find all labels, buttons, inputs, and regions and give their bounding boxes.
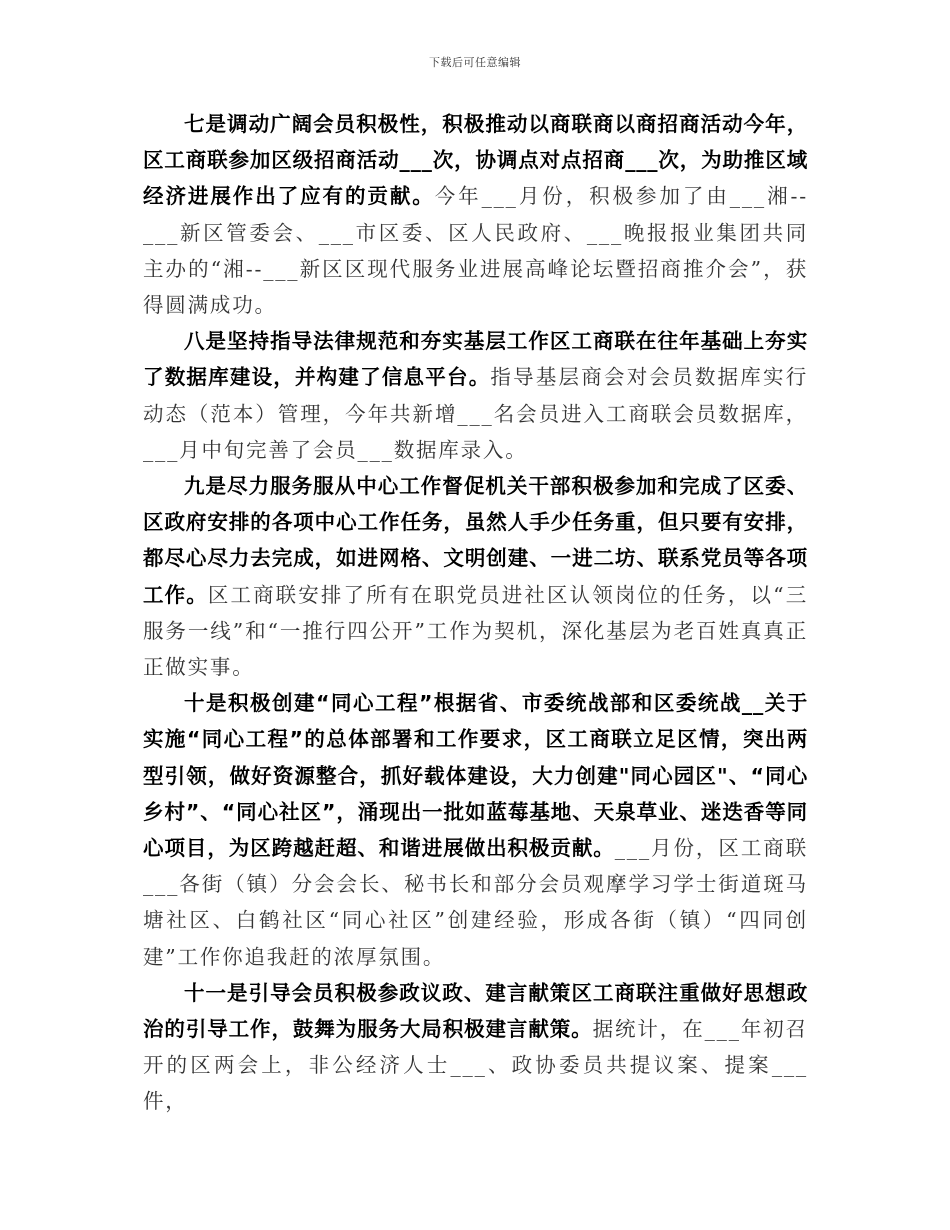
paragraph-8: [143, 323, 808, 468]
paragraph-8-body: 指导基层商会对会员数据库实行动态（范本）管理，今年共新增___名会员进入工商联会员数据库，___月中旬完善了会员___数据库录入。: [143, 365, 808, 462]
paragraph-9-lead: 九是尽力服务服从中心工作督促机关干部积极参加和完成了区委、区政府安排的各项中心工作任务，虽然人手少任务重，但只要有安排，都尽心尽力去完成，如进网格、文明创建、一进二坊、联系党员等各项工作。: [143, 474, 808, 607]
paragraph-7-body: 今年___月份，积极参加了由___湘--___新区管委会、___市区委、区人民政府、___晚报报业集团共同主办的“湘--___新区区现代服务业进展高峰论坛暨招商推介会”，获得圆满成功。: [143, 184, 808, 318]
paragraph-10-lead: 十是积极创建“同心工程”根据省、市委统战部和区委统战__关于实施“同心工程”的总体部署和工作要求，区工商联立足区情，突出两型引领，做好资源整合，抓好载体建设，大力创建"同心园区"、“同心乡村”、“同心社区”，涌现出一批如蓝莓基地、天泉草业、迷迭香等同心项目，为区跨越赶超、和谐进展做出积极贡献。: [143, 691, 808, 861]
paragraph-9-body: 区工商联安排了所有在职党员进社区认领岗位的任务，以“三服务一线”和“一推行四公开”工作为契机，深化基层为老百姓真真正正做实事。: [143, 582, 808, 680]
paragraph-9: [143, 468, 808, 685]
paragraph-11: [143, 975, 808, 1120]
paragraph-10-body: ___月份，区工商联___各街（镇）分会会长、秘书长和部分会员观摩学习学士街道斑马塘社区、白鹤社区“同心社区”创建经验，形成各街（镇）“四同创建”工作你追我赶的浓厚氛围。: [143, 836, 808, 969]
paragraph-8-lead: 八是坚持指导法律规范和夯实基层工作区工商联在往年基础上夯实了数据库建设，并构建了信息平台。: [143, 329, 808, 390]
paragraph-7-lead: 七是调动广阔会员积极性，积极推动以商联商以商招商活动今年，区工商联参加区级招商活动___次，协调点对点招商___次，为助推区域经济进展作出了应有的贡献。: [143, 112, 808, 209]
paragraph-11-body: 据统计，在___年初召开的区两会上，非公经济人士___、政协委员共提议案、提案___件，: [143, 1017, 808, 1114]
paragraph-10: [143, 685, 808, 975]
paragraph-11-lead: 十一是引导会员积极参政议政、建言献策区工商联注重做好思想政治的引导工作，鼓舞为服务大局积极建言献策。: [143, 980, 808, 1042]
document-body: [143, 106, 808, 1120]
page-header: 下载后可任意编辑: [429, 56, 521, 69]
paragraph-7: [143, 106, 808, 323]
